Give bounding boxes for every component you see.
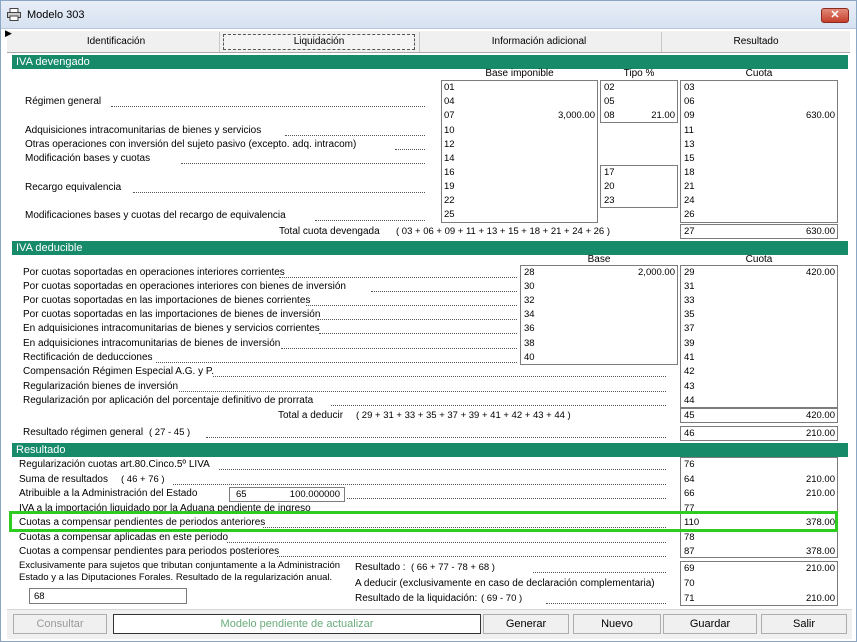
- casilla-10[interactable]: 10: [444, 125, 455, 136]
- label-ded-36: En adquisiciones intracomunitarias de bienes y servicios corrientes: [23, 323, 320, 334]
- window-title: Modelo 303: [27, 9, 85, 21]
- casilla-87-value[interactable]: 378.00: [805, 546, 835, 557]
- section-iva-deducible: IVA deducible: [12, 241, 848, 255]
- label-liquidacion: Resultado de la liquidación:: [355, 593, 478, 604]
- casilla-66[interactable]: 66: [684, 488, 695, 499]
- casilla-15[interactable]: 15: [684, 153, 695, 164]
- casilla-01[interactable]: 01: [444, 82, 455, 93]
- casilla-14[interactable]: 14: [444, 153, 455, 164]
- label-res-76: Regularización cuotas art.80.Cinco.5º LIVA: [19, 459, 210, 470]
- label-ded-32: Por cuotas soportadas en las importaciones de bienes corrientes: [23, 295, 311, 306]
- label-adquisiciones: Adquisiciones intracomunitarias de bienes y servicios: [25, 125, 262, 136]
- label-res-110: Cuotas a compensar pendientes de periodos anteriores: [19, 517, 266, 528]
- header-cuota: Cuota: [745, 68, 773, 79]
- label-ded-30: Por cuotas soportadas en operaciones interiores con bienes de inversión: [23, 281, 346, 292]
- label-modificaciones-recargo: Modificaciones bases y cuotas del recargo de equivalencia: [25, 210, 286, 221]
- casilla-24[interactable]: 24: [684, 195, 695, 206]
- header-base-imponible: Base imponible: [485, 68, 554, 79]
- casilla-66-value[interactable]: 210.00: [805, 488, 835, 499]
- header-tipo: Tipo %: [623, 68, 655, 79]
- casilla-04[interactable]: 04: [444, 96, 455, 107]
- casilla-110-value[interactable]: 378.00: [805, 517, 835, 528]
- generar-button[interactable]: Generar: [483, 614, 569, 634]
- casilla-40[interactable]: 40: [524, 352, 535, 363]
- casilla-34[interactable]: 34: [524, 309, 535, 320]
- casilla-19[interactable]: 19: [444, 181, 455, 192]
- casilla-41[interactable]: 41: [684, 352, 695, 363]
- casilla-39[interactable]: 39: [684, 338, 695, 349]
- casilla-26[interactable]: 26: [684, 209, 695, 220]
- consultar-button[interactable]: Consultar: [13, 614, 107, 634]
- casilla-09[interactable]: 09: [684, 110, 695, 121]
- casilla-31[interactable]: 31: [684, 281, 695, 292]
- casilla-03[interactable]: 03: [684, 82, 695, 93]
- casilla-13[interactable]: 13: [684, 139, 695, 150]
- formula-total-devengada: ( 03 + 06 + 09 + 11 + 13 + 15 + 18 + 21 + 24 + 26 ): [396, 226, 611, 237]
- label-ded-44: Regularización por aplicación del porcentaje definitivo de prorrata: [23, 395, 314, 406]
- formula-liquidacion: ( 69 - 70 ): [481, 593, 523, 604]
- casilla-76[interactable]: 76: [684, 459, 695, 470]
- label-total-devengada: Total cuota devengada: [279, 226, 380, 237]
- casilla-11[interactable]: 11: [684, 125, 694, 136]
- formula-resultado: ( 66 + 77 - 78 + 68 ): [411, 562, 495, 573]
- casilla-08-value[interactable]: 21.00: [651, 110, 675, 121]
- exclusiva-value: 68: [34, 591, 45, 602]
- label-exclusiva: Exclusivamente para sujetos que tributan conjuntamente a la Administración Estado y a las Diputaciones Forales. Resultado de la regularización anual.: [19, 560, 341, 583]
- casilla-46: 46: [684, 428, 695, 439]
- casilla-29-value[interactable]: 420.00: [805, 267, 835, 278]
- casilla-64[interactable]: 64: [684, 474, 695, 485]
- casilla-27: 27: [684, 226, 695, 237]
- section-iva-devengado: IVA devengado: [12, 55, 848, 69]
- row-pointer-icon: ▶: [5, 28, 12, 38]
- casilla-08[interactable]: 08: [604, 110, 615, 121]
- casilla-28-value[interactable]: 2,000.00: [638, 267, 675, 278]
- casilla-25[interactable]: 25: [444, 209, 455, 220]
- label-res-66: Atribuible a la Administración del Estado: [19, 488, 198, 499]
- tab-resultado[interactable]: Resultado: [733, 36, 779, 47]
- atribuible-pct-val: 100.000000: [289, 489, 340, 500]
- label-ded-38: En adquisiciones intracomunitarias de bienes de inversión: [23, 338, 281, 349]
- grid-cuota-deducible: [680, 265, 838, 408]
- casilla-38[interactable]: 38: [524, 338, 535, 349]
- casilla-37[interactable]: 37: [684, 323, 695, 334]
- casilla-33[interactable]: 33: [684, 295, 695, 306]
- casilla-21[interactable]: 21: [684, 181, 695, 192]
- casilla-35[interactable]: 35: [684, 309, 695, 320]
- label-recargo: Recargo equivalencia: [25, 182, 122, 193]
- casilla-09-value[interactable]: 630.00: [805, 110, 835, 121]
- header-base-deducible: Base: [587, 254, 611, 265]
- grid-base: [441, 80, 598, 223]
- formula-res-64: ( 46 + 76 ): [121, 474, 165, 485]
- nuevo-button[interactable]: Nuevo: [573, 614, 661, 634]
- casilla-45-value: 420.00: [805, 410, 835, 421]
- casilla-44[interactable]: 44: [684, 395, 695, 406]
- casilla-30[interactable]: 30: [524, 281, 535, 292]
- label-modificacion: Modificación bases y cuotas: [25, 153, 151, 164]
- casilla-06[interactable]: 06: [684, 96, 695, 107]
- casilla-18[interactable]: 18: [684, 167, 695, 178]
- label-ded-42: Compensación Régimen Especial A.G. y P.: [23, 366, 215, 377]
- casilla-36[interactable]: 36: [524, 323, 535, 334]
- tab-liquidacion[interactable]: Liquidación: [223, 34, 415, 50]
- atribuible-pct-num: 65: [236, 489, 247, 500]
- grid-cuota: [680, 80, 838, 223]
- exclusiva-input[interactable]: [29, 588, 187, 604]
- casilla-46-value: 210.00: [805, 428, 835, 439]
- casilla-69[interactable]: 69: [684, 563, 695, 574]
- grid-base-deducible: [520, 265, 678, 365]
- casilla-69-value[interactable]: 210.00: [805, 563, 835, 574]
- casilla-07[interactable]: 07: [444, 110, 455, 121]
- atribuible-pct-input[interactable]: [229, 487, 345, 502]
- casilla-77[interactable]: 77: [684, 503, 695, 514]
- close-button[interactable]: ✕: [821, 8, 849, 23]
- casilla-20[interactable]: 20: [604, 181, 615, 192]
- casilla-87[interactable]: 87: [684, 546, 695, 557]
- casilla-12[interactable]: 12: [444, 139, 455, 150]
- label-resultado: Resultado :: [355, 562, 406, 573]
- grid-resultado: [680, 457, 838, 558]
- title-bar: [1, 1, 856, 29]
- label-resultado-regimen: Resultado régimen general: [23, 427, 144, 438]
- casilla-70[interactable]: 70: [684, 578, 695, 589]
- label-ded-43: Regularización bienes de inversión: [23, 381, 179, 392]
- label-ded-28: Por cuotas soportadas en operaciones interiores corrientes: [23, 267, 285, 278]
- casilla-29[interactable]: 29: [684, 267, 695, 278]
- casilla-27-value: 630.00: [805, 226, 835, 237]
- status-message: Modelo pendiente de actualizar: [113, 614, 481, 634]
- guardar-button[interactable]: Guardar: [663, 614, 757, 634]
- printer-icon: [7, 8, 21, 21]
- label-res-78: Cuotas a compensar aplicadas en este periodo: [19, 532, 229, 543]
- label-res-64: Suma de resultados: [19, 474, 108, 485]
- casilla-07-value[interactable]: 3,000.00: [558, 110, 595, 121]
- casilla-71-value[interactable]: 210.00: [805, 593, 835, 604]
- section-resultado: Resultado: [12, 443, 848, 457]
- casilla-110[interactable]: 110: [684, 517, 700, 528]
- casilla-78[interactable]: 78: [684, 532, 695, 543]
- label-ded-40: Rectificación de deducciones: [23, 352, 153, 363]
- casilla-16[interactable]: 16: [444, 167, 455, 178]
- salir-button[interactable]: Salir: [761, 614, 847, 634]
- label-res-87: Cuotas a compensar pendientes para periodos posteriores: [19, 546, 280, 557]
- formula-total-deducir: ( 29 + 31 + 33 + 35 + 37 + 39 + 41 + 42 + 43 + 44 ): [356, 410, 571, 421]
- casilla-71[interactable]: 71: [684, 593, 695, 604]
- label-ded-34: Por cuotas soportadas en las importaciones de bienes de inversión: [23, 309, 321, 320]
- casilla-28[interactable]: 28: [524, 267, 535, 278]
- casilla-45: 45: [684, 410, 695, 421]
- casilla-02[interactable]: 02: [604, 82, 615, 93]
- casilla-43[interactable]: 43: [684, 381, 695, 392]
- label-a-deducir: A deducir (exclusivamente en caso de declaración complementaria): [355, 578, 655, 589]
- highlight-cuotas-compensar: [9, 511, 838, 532]
- casilla-17[interactable]: 17: [604, 167, 615, 178]
- label-total-deducir: Total a deducir: [278, 410, 344, 421]
- tab-informacion-adicional[interactable]: Información adicional: [491, 36, 587, 47]
- casilla-23[interactable]: 23: [604, 195, 615, 206]
- casilla-22[interactable]: 22: [444, 195, 455, 206]
- label-otras-operaciones: Otras operaciones con inversión del sujeto pasivo (excepto. adq. intracom): [25, 139, 357, 150]
- label-res-77: IVA a la importación liquidado por la Aduana pendiente de ingreso: [19, 503, 311, 514]
- casilla-32[interactable]: 32: [524, 295, 535, 306]
- tab-identificacion[interactable]: Identificación: [86, 36, 146, 47]
- formula-resultado-regimen: ( 27 - 45 ): [149, 427, 191, 438]
- header-cuota-deducible: Cuota: [745, 254, 773, 265]
- casilla-42[interactable]: 42: [684, 366, 695, 377]
- casilla-64-value[interactable]: 210.00: [805, 474, 835, 485]
- casilla-05[interactable]: 05: [604, 96, 615, 107]
- label-regimen-general: Régimen general: [25, 96, 102, 107]
